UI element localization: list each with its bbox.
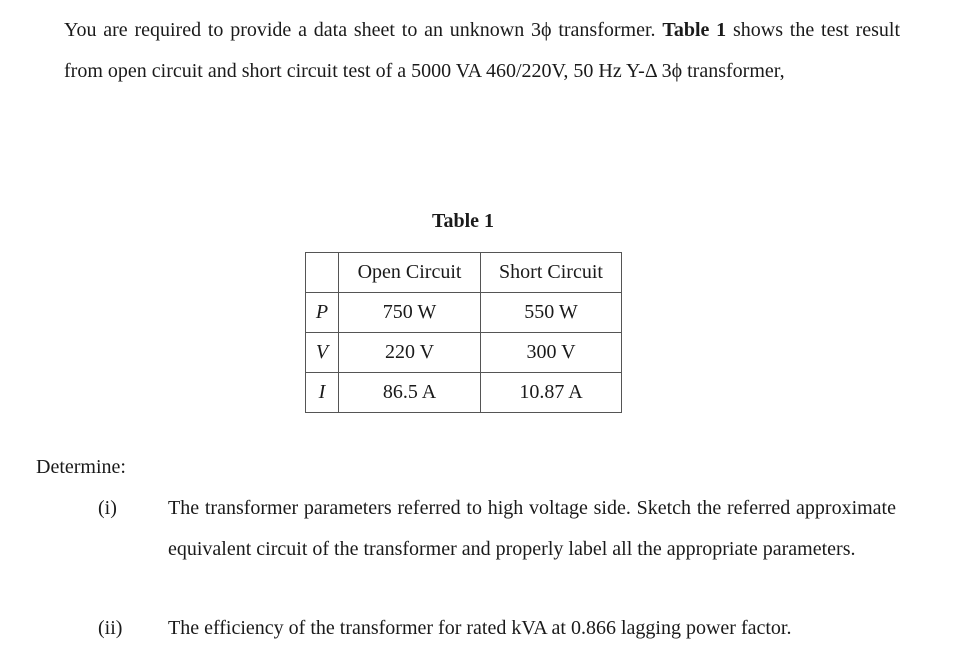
cell-sc-voltage: 300 V [481,333,622,373]
table-corner-cell [306,253,339,293]
table-reference: Table 1 [662,19,727,41]
item-number-ii: (ii) [98,617,123,639]
cell-sc-power: 550 W [481,293,622,333]
table-row-current [306,373,622,413]
cell-oc-power: 750 W [339,293,481,333]
item-text-ii: The efficiency of the transformer for rated kVA at 0.866 lagging power factor. [168,617,792,639]
table-row-voltage [306,333,622,373]
row-label-current: I [306,373,339,413]
determine-heading: Determine: [36,456,126,478]
cell-oc-current: 86.5 A [339,373,481,413]
header-short-circuit: Short Circuit [481,253,622,293]
problem-statement [64,10,900,92]
cell-oc-voltage: 220 V [339,333,481,373]
header-open-circuit: Open Circuit [339,253,481,293]
intro-text-start: You are required to provide a data sheet to an unknown 3ϕ transformer. [64,19,663,41]
row-label-power: P [306,293,339,333]
table-caption: Table 1 [431,210,495,232]
test-results-table [305,252,622,413]
table-header-row [306,253,622,293]
intro-text-end: shows the test result from open circuit and short circuit test of a 5000 VA 460/220V, 50 Hz Y-Δ 3ϕ transformer, [64,19,901,82]
item-number-i: (i) [98,497,117,519]
table-row-power [306,293,622,333]
item-text-i: The transformer parameters referred to high voltage side. Sketch the referred approximate equivalent circuit of the transformer and properly label all the appropriate parameters. [168,497,896,560]
row-label-voltage: V [306,333,339,373]
cell-sc-current: 10.87 A [481,373,622,413]
